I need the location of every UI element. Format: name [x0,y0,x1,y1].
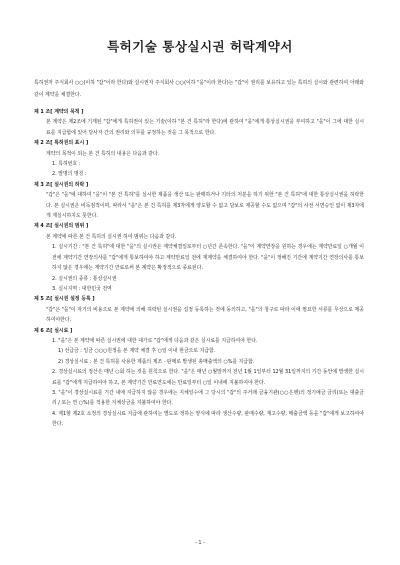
article-6 [34,326,364,430]
article-2 [34,138,364,180]
contract-body [34,107,364,430]
article-5 [34,294,364,325]
article-item: 3. "을"이 경상실시료를 기간 내에 지급하지 않을 경우에는 지체일수에 그 당시의 "갑"의 주거래 금융기관(○○은행)의 정기예금 금리(또는 대출금리 / 또는 연 ○%)를 적용한 지체상금을 지불하여야 한다. [52,389,364,407]
article-heading: 제 5 조[ 실시권 설정 등록 ] [34,296,95,303]
article-item: 2. 발명의 명칭 : [52,171,87,178]
article-text: 계약의 목적이 되는 본 건 특허의 내용은 다음과 같다. [46,150,160,157]
article-4 [34,221,364,294]
preamble-paragraph: 특허권자 주식회사 ○○(이하 "갑"이라 한다)와 실시권자 주식회사 ○○(이하 "을"이라 한다)는 "갑"이 권리를 보유하고 있는 특허의 실시와 관련하여 아래와 같이 계약을 체결한다. [34,80,364,98]
article-text: 본 계약에 따른 본 건 특허의 실시권 허여 범위는 다음과 같다. [46,233,177,240]
article-heading: 제 1 조[ 계약의 목적 ] [34,109,84,115]
article-item: 3. 실시지역 : 대한민국 전역 [52,285,112,292]
article-item: 2. 실시권의 종류 : 통상실시권 [52,275,117,282]
article-item: 1. 특허번호 : [52,161,81,168]
article-item: 1. "을"은 본 계약에 따른 실시권에 대한 대가로 "갑"에게 다음과 같은 실시료를 지급하여야 한다. [52,337,258,344]
page-number: - 1 - [195,540,205,546]
article-heading: 제 3 조[ 실시권의 허락 ] [34,181,89,188]
article-heading: 제 2 조[ 특허권의 표시 ] [34,140,89,147]
article-text: "갑"은 "을"이 자기의 비용으로 본 계약에 의해 허락된 실시권을 설정 등록하는 것에 동의하고, "을"의 청구로 따라 이에 필요한 서류를 무상으로 제공하여야한다. [46,306,364,324]
document-title: 특허기술 통상실시권 허락계약서 [107,39,293,54]
article-1 [34,107,364,138]
article-item: 2. 경상실시료의 정산은 매년 ○회 하는 것을 원칙으로 한다. "을"은 매년 ○월말까지 전년 1월 1일부터 12월 31일까지의 기간 동안에 발생한 실시료를 "갑"에게 지급하여야 하고, 본 계약기간 만료연도에는 만료일부터 ○일 이내에 지불하여야 한다. [52,369,364,386]
article-3 [34,180,364,222]
article-subitem: 2) 경상실시료 : 본 건 특허를 사용한 제품의 제조 · 판매로 발생된 총매출액의 ○%를 지급함. [58,358,255,365]
article-heading: 제 6 조[ 실시료 ] [34,327,73,334]
article-heading: 제 4 조[ 실시권의 범위 ] [34,223,89,230]
article-item: 1. 실시기간 : "본 건 특허"에 대한 "을"의 실시권은 계약체결일로부터 ○년간 존속한다. "을"이 계약연장을 원하는 경우에는 계약만료일 ○개월 이전에 계약기간 연장의사를 "갑"에게 통보하여야 하고 계약만료일 전에 재계약을 체결하여야 한다. "을"이 정해진 기간에 계약기간 연장의사를 통보하지 않은 경우에는 계약기간 만료로써 본 계약은 확정적으로 종료된다. [52,244,364,272]
article-item: 4. 제1항 제2호 소정의 경상실시료 지급에 관하여는 별도로 정하는 양식에 따라 생산수량, 판매수량, 재고수량, 매출금액 등을 "갑"에게 보고하여야 한다. [52,410,364,428]
article-text: 본 계약은 제2조에 기재된 "갑"에게 특허권이 있는 기술(이하 "본 건 특허"라 한다)에 관하여 "을"에게 통상실시권을 부여하고 "을"이 그에 대한 실시료를 지급함에 있어 당사자 간의 권리와 의무를 규정하는 것을 그 목적으로 한다. [46,119,364,136]
article-text: "갑"은 "을"에 대하여 "을"이 "본 건 특허"를 실시한 제품을 생산 또는 판매하거나 기타의 처분을 하기 위한 "본 건 특허"에 대한 통상실시권을 허락한다. 본 실시권은 비독점적이며, 따라서 "을"은 본 건 특허를 제3자에게 양도할 수 없고 담보로 제공할 수도 없으며 "갑"의 사전 서면승인 없이 제3자에게 재실시하지도 못한다. [46,192,364,220]
article-subitem: 1) 선급금 : 일금 ○○○원정을 본 계약 체결 후 ○일 이내 현금으로 지급함. [58,348,216,355]
